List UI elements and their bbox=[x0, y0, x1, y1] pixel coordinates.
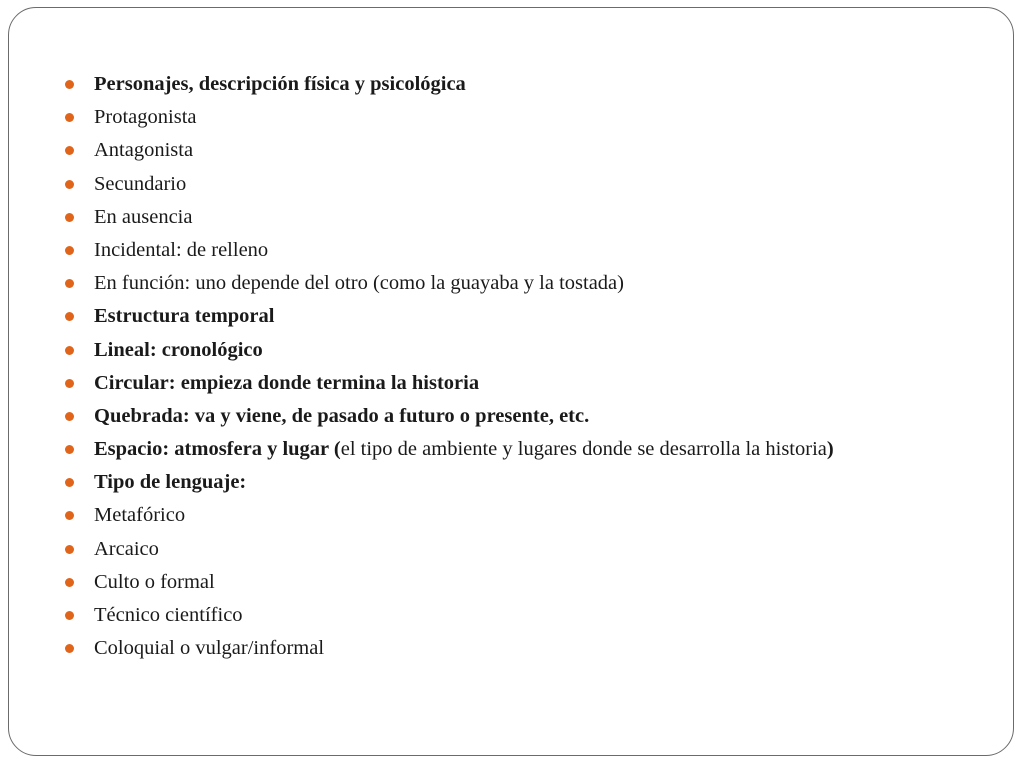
list-item bbox=[65, 334, 834, 367]
list-item bbox=[65, 201, 834, 234]
bullet-icon bbox=[65, 180, 74, 189]
list-item bbox=[65, 300, 834, 333]
list-item-text: Tipo de lenguaje: bbox=[94, 471, 247, 494]
list-item-text: Espacio: atmosfera y lugar ( bbox=[94, 438, 341, 461]
list-item bbox=[65, 499, 834, 532]
list-item-text: Técnico científico bbox=[94, 604, 243, 626]
bullet-icon bbox=[65, 478, 74, 487]
list-item-text: En ausencia bbox=[94, 205, 193, 228]
list-item-text: Circular: empieza donde termina la historia bbox=[94, 371, 480, 394]
list-item bbox=[65, 466, 834, 499]
bullet-icon bbox=[65, 80, 74, 89]
bullet-icon bbox=[65, 312, 74, 321]
list-item bbox=[65, 367, 834, 400]
bullet-icon bbox=[65, 346, 74, 355]
bullet-icon bbox=[65, 412, 74, 421]
list-item bbox=[65, 101, 834, 134]
list-item-text: Culto o formal bbox=[94, 570, 215, 593]
bullet-icon bbox=[65, 146, 74, 155]
bullet-icon bbox=[65, 611, 74, 620]
bullet-icon bbox=[65, 644, 74, 653]
list-item bbox=[65, 599, 834, 632]
list-item bbox=[65, 566, 834, 599]
bullet-icon bbox=[65, 445, 74, 454]
list-item bbox=[65, 632, 834, 665]
list-item bbox=[65, 267, 834, 300]
list-item bbox=[65, 68, 834, 101]
list-item-text: Personajes, descripción física y psicológica bbox=[94, 73, 466, 95]
list-item bbox=[65, 533, 834, 566]
list-item-text: Protagonista bbox=[94, 106, 197, 129]
list-item-text: Estructura temporal bbox=[94, 305, 275, 328]
list-item bbox=[65, 400, 834, 433]
list-item-text: ) bbox=[826, 438, 834, 461]
bullet-list bbox=[65, 68, 834, 665]
list-item-text: Metafórico bbox=[94, 504, 186, 527]
bullet-icon bbox=[65, 379, 74, 388]
list-item bbox=[65, 433, 834, 466]
list-item bbox=[65, 134, 834, 167]
list-item bbox=[65, 234, 834, 267]
bullet-icon bbox=[65, 213, 74, 222]
bullet-icon bbox=[65, 578, 74, 587]
list-item-text: En función: uno depende del otro (como la guayaba y la tostada) bbox=[94, 272, 624, 295]
list-item-text: Incidental: de relleno bbox=[94, 238, 269, 261]
list-item-text: Secundario bbox=[94, 172, 187, 195]
bullet-icon bbox=[65, 113, 74, 122]
list-item-text: Antagonista bbox=[94, 139, 194, 162]
list-item-text: Coloquial o vulgar/informal bbox=[94, 637, 325, 660]
slide-frame bbox=[8, 7, 1014, 756]
list-item-text: Lineal: cronológico bbox=[94, 338, 263, 361]
list-item-text: Quebrada: va y viene, de pasado a futuro o presente, etc. bbox=[94, 404, 590, 427]
list-item-text: Arcaico bbox=[94, 537, 159, 560]
bullet-icon bbox=[65, 246, 74, 255]
list-item-text: el tipo de ambiente y lugares donde se desarrolla la historia bbox=[340, 438, 827, 461]
list-item bbox=[65, 168, 834, 201]
bullet-icon bbox=[65, 279, 74, 288]
bullet-icon bbox=[65, 511, 74, 520]
bullet-icon bbox=[65, 545, 74, 554]
